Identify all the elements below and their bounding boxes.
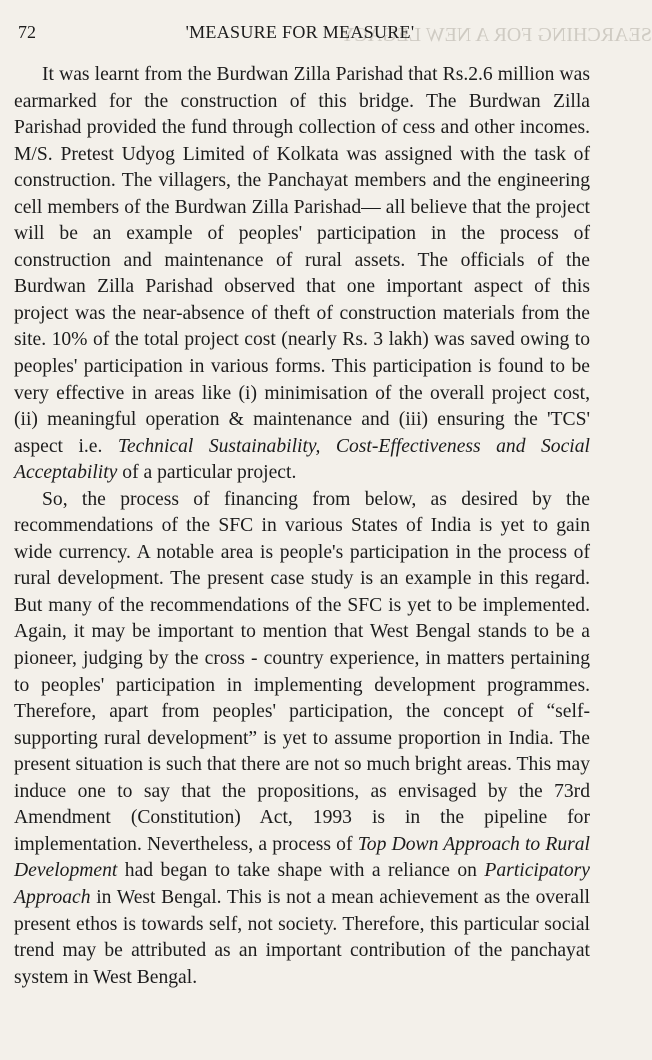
show-through-heading: SEARCHING FOR A NEW LEGACY xyxy=(340,24,652,46)
page-header xyxy=(18,22,582,46)
paragraph-1-text-2: of a particular project. xyxy=(117,462,297,484)
paragraph-2-text-2: had began to take shape with a reliance on xyxy=(117,860,485,882)
page-number: 72 xyxy=(18,22,36,42)
paragraph-2-italic-2: Participatory Approach xyxy=(14,860,590,908)
running-title: 'MEASURE FOR MEASURE' xyxy=(185,22,415,42)
body-text xyxy=(14,62,590,991)
paragraph-2-text-3: in West Bengal. This is not a mean achievement as the overall present ethos is towards self, not society. Therefore, this particular social trend may be attributed as an important contribution of the panchayat system in West Bengal. xyxy=(14,886,590,988)
paragraph-1-italic-1: Technical Sustainability, Cost-Effectiveness and Social Acceptability xyxy=(14,435,590,484)
paragraph-2-text-1: So, the process of financing from below, as desired by the recommendations of the SFC in various States of India is yet to gain wide currency. A notable area is people's participation in the process of rural development. The present case study is an example in this regard. But many of the recommendations of the SFC is yet to be implemented. Again, it may be important to mention that West Bengal stands to be a pioneer, judging by the cross - country experience, in matters pertaining to peoples' participation in implementing development programmes. Therefore, apart from peoples' participation, the concept of “self-supporting rural development” is yet to assume proportion in India. The present situation is such that there are not so much bright areas. This may induce one to say that the propositions, as envisaged by the 73rd Amendment (Constitution) Act, 1993 is in the pipeline for implementation. Nevertheless, a process of xyxy=(14,488,590,855)
paragraph-2-italic-1: Top Down Approach to Rural Development xyxy=(14,833,590,882)
paragraph-1-text-1: It was learnt from the Burdwan Zilla Parishad that Rs.2.6 million was earmarked for the construction of this bridge. The Burdwan Zilla Parishad provided the fund through collection of cess and other incomes. M/S. Pretest Udyog Limited of Kolkata was assigned with the task of construction. The villagers, the Panchayat members and the engineering cell members of the Burdwan Zilla Parishad— all believe that the project will be an example of peoples' participation in the process of construction and maintenance of rural assets. The officials of the Burdwan Zilla Parishad observed that one important aspect of this project was the near-absence of theft of construction materials from the site. 10% of the total project cost (nearly Rs. 3 lakh) was saved owing to peoples' participation in various forms. This participation is found to be very effective in areas like (i) minimisation of the overall project cost, (ii) meaningful operation & maintenance and (iii) ensuring the 'TCS' aspect i.e. xyxy=(14,64,590,457)
paragraph-2 xyxy=(14,487,590,991)
paragraph-1 xyxy=(14,62,590,487)
